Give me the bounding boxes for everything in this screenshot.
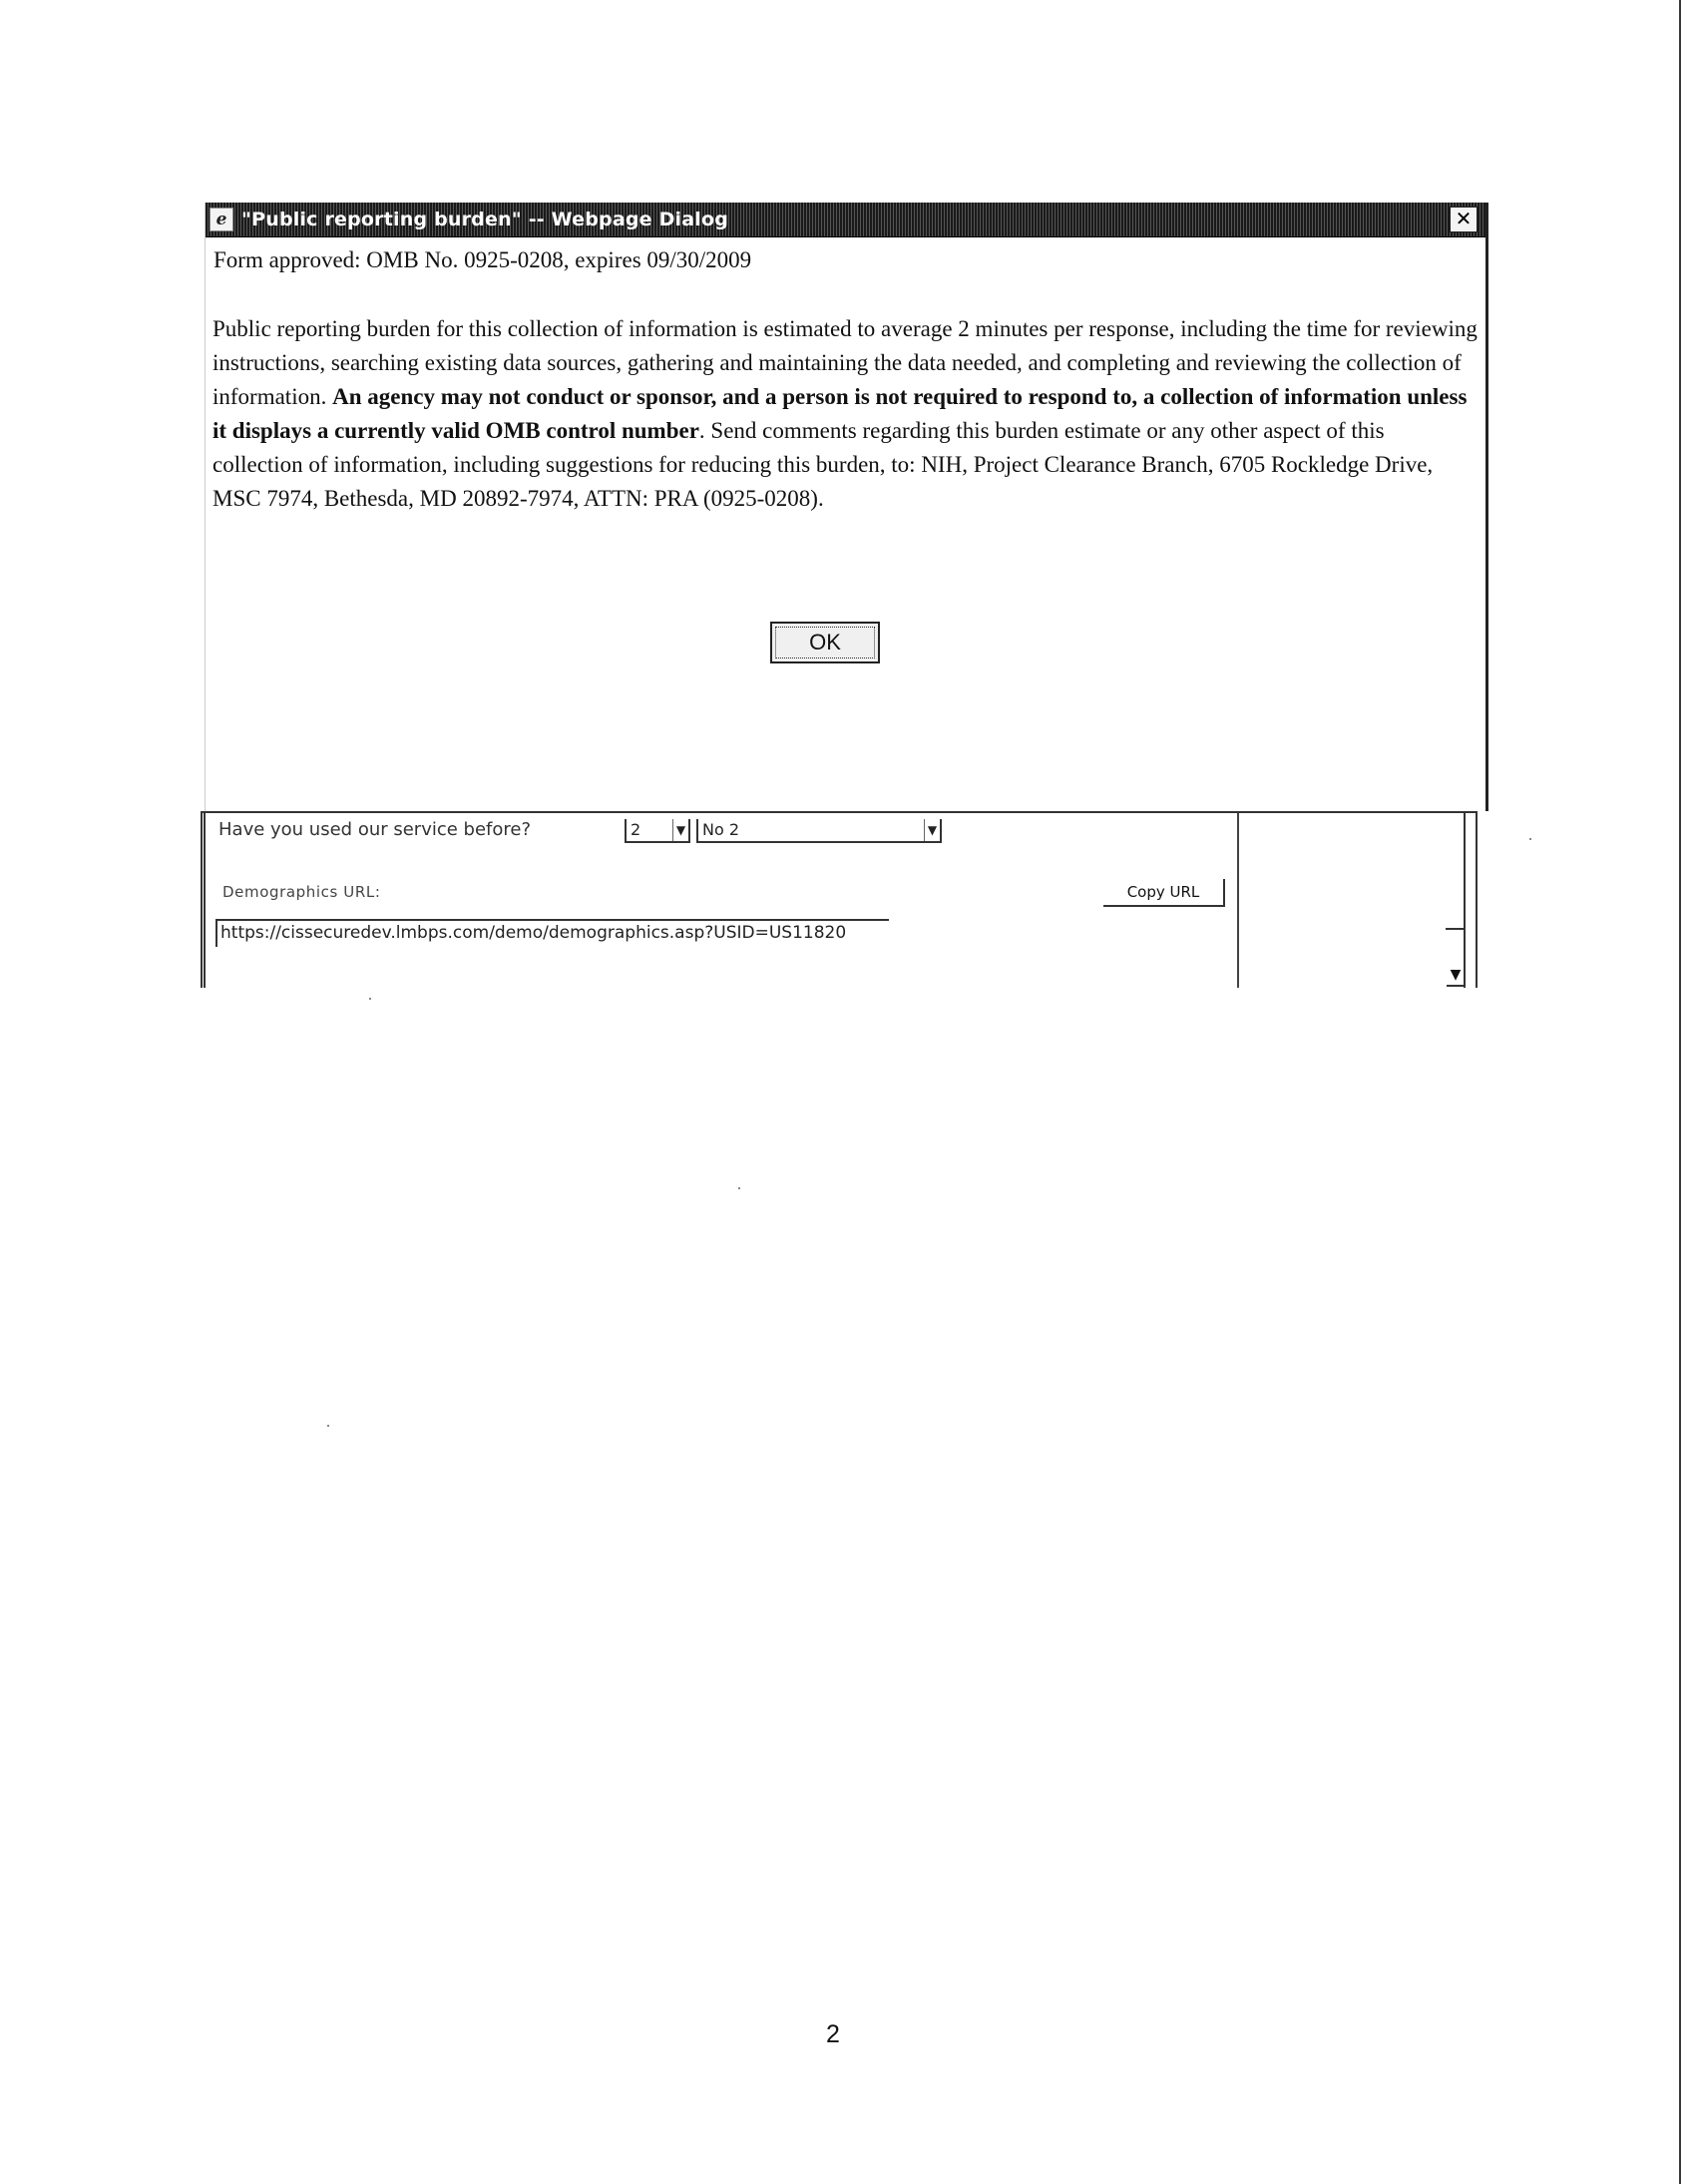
- webpage-dialog: [205, 203, 1488, 811]
- scan-speck: [738, 1187, 740, 1189]
- panel-left-border: [201, 813, 206, 988]
- scrollbar[interactable]: [1464, 813, 1478, 988]
- close-icon[interactable]: ✕: [1450, 207, 1478, 232]
- answer-select-value: No 2: [702, 820, 740, 839]
- scrollbar-notch: [1446, 928, 1466, 930]
- background-form-panel: [201, 811, 1478, 988]
- page-edge-line: [1679, 0, 1681, 2184]
- scan-speck: [1529, 838, 1531, 840]
- column-divider: [1237, 813, 1239, 988]
- chevron-down-icon: ▼: [924, 819, 942, 841]
- demographics-url-label: Demographics URL:: [222, 883, 381, 901]
- count-select[interactable]: [625, 819, 690, 843]
- burden-text-part1: Public reporting burden for this collection of information is estimated to average 2 minutes per response, including the time for reviewing instructions, searching existing data sources, gathering and maintaining the data needed, and completing and reviewing the collection of information.: [212, 316, 1478, 409]
- scan-speck: [369, 998, 371, 1000]
- chevron-down-icon: ▼: [672, 819, 690, 841]
- dialog-title: "Public reporting burden" -- Webpage Dialog: [241, 209, 729, 230]
- service-question-label: Have you used our service before?: [218, 819, 532, 840]
- burden-statement: [212, 312, 1480, 516]
- answer-select[interactable]: [696, 819, 942, 843]
- count-select-value: 2: [631, 820, 641, 839]
- page-number: 2: [826, 2020, 840, 2048]
- burden-text-bold: An agency may not conduct or sponsor, and a person is not required to respond to, a collection of information unless it displays a currently valid OMB control number: [212, 384, 1468, 443]
- form-approved-text: Form approved: OMB No. 0925-0208, expires 09/30/2009: [213, 247, 752, 272]
- copy-url-button[interactable]: Copy URL: [1103, 879, 1225, 907]
- dialog-titlebar: [206, 203, 1485, 237]
- ie-page-icon: e: [210, 208, 233, 231]
- ok-button-label: OK: [775, 627, 875, 658]
- demographics-url-field[interactable]: https://cissecuredev.lmbps.com/demo/demographics.asp?USID=US11820: [215, 919, 889, 947]
- ok-button[interactable]: [770, 622, 880, 663]
- scroll-down-icon[interactable]: ▼: [1447, 965, 1465, 987]
- burden-text-part2: . Send comments regarding this burden estimate or any other aspect of this collection of information, including suggestions for reducing this burden, to: NIH, Project Clearance Branch, 6705 Rockledge Drive, MSC 7974, Bethesda, MD 20892-7974, ATTN: PRA (0925-0208).: [212, 418, 1434, 511]
- scan-speck: [327, 1425, 329, 1427]
